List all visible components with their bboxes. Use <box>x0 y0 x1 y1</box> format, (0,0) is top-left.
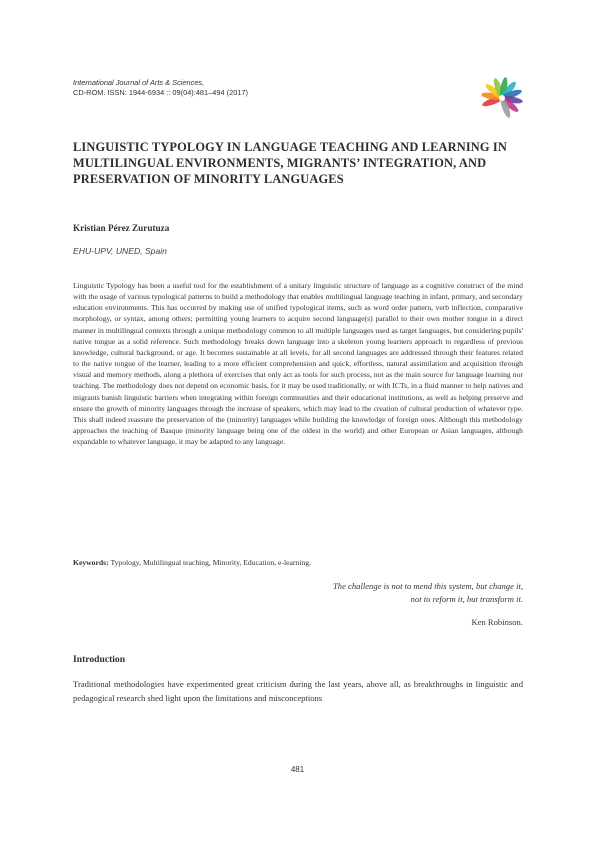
epigraph-line: not to reform it, but transform it. <box>410 594 523 604</box>
journal-issn: CD-ROM. ISSN: 1944-6934 :: 09(04):481–494 (2017) <box>73 88 249 97</box>
epigraph <box>203 580 523 606</box>
journal-name: International Journal of Arts & Sciences, <box>73 78 205 87</box>
journal-header <box>73 78 248 98</box>
keywords-list: Typology, Multilingual teaching, Minority, Education, e-learning. <box>110 558 311 567</box>
author-affiliation: EHU-UPV, UNED, Spain <box>73 246 167 256</box>
abstract: Linguistic Typology has been a useful tool for the establishment of a unitary linguistic structure of language as a cognitive construct of the mind with the usage of various typological patterns to build a methodology that enables multilingual language teaching in infant, primary, and secondary education environments. This has occurred by making use of unified typological items, such as word order pattern, verb inflection, comparative morphology, or syntax, among others; permitting young learners to acquire second language(s) parallel to their own mother tongue in a direct manner in multilingual contexts through a unique methodology common to all multiple languages used as target languages, but considering pupils' native tongue as a solid reference. Such methodology breaks down language into a skeleton young learners approach to regardless of previous knowledge, cultural background, or age. It becomes sustainable at all levels, for all second languages are addressed through their features related to the native tongue of the learner, leading to a more efficient comprehension and quick, effortless, natural assimilation and acquisition through visual and memory methods, along a plethora of exercises that only act as tools for such process, not as the main source for language learning nor teaching. The methodology does not depend on economic basis, for it may be used traditionally, or with ICTs, in a fluid manner to help natives and migrants banish linguistic barriers when integrating within foreign communities and their educational institutions, as well as helping preserve and ensure the growth of minority languages through the increase of speakers, which may lead to the creation of cultural production of whatever type. This shall indeed reassure the preservation of the (minority) languages while building the knowledge of foreign ones. Although this methodology approaches the teaching of Basque (minority language being one of the oldest in the world) and other European or Asian languages, although expandable to whatever language, it may be adapted to any language. <box>73 281 523 447</box>
author-name: Kristian Pérez Zurutuza <box>73 223 170 233</box>
keywords-label: Keywords: <box>73 558 109 567</box>
article-title: LINGUISTIC TYPOLOGY IN LANGUAGE TEACHING AND LEARNING IN MULTILINGUAL ENVIRONMENTS, MIGRANTS’ INTEGRATION, AND PRESERVATION OF MINORITY LANGUAGES <box>73 140 507 186</box>
logo-center <box>499 95 505 101</box>
flower-petal-logo-icon <box>477 73 527 123</box>
epigraph-author: Ken Robinson. <box>471 617 523 627</box>
section-heading: Introduction <box>73 654 126 665</box>
intro-paragraph: Traditional methodologies have experimented great criticism during the last years, above all, as breakthroughs in linguistic and pedagogical research shed light upon the limitations and misconceptions <box>73 679 523 703</box>
page-number: 481 <box>290 765 305 774</box>
keywords <box>73 557 523 568</box>
epigraph-line: The challenge is not to mend this system, but change it, <box>333 581 523 591</box>
